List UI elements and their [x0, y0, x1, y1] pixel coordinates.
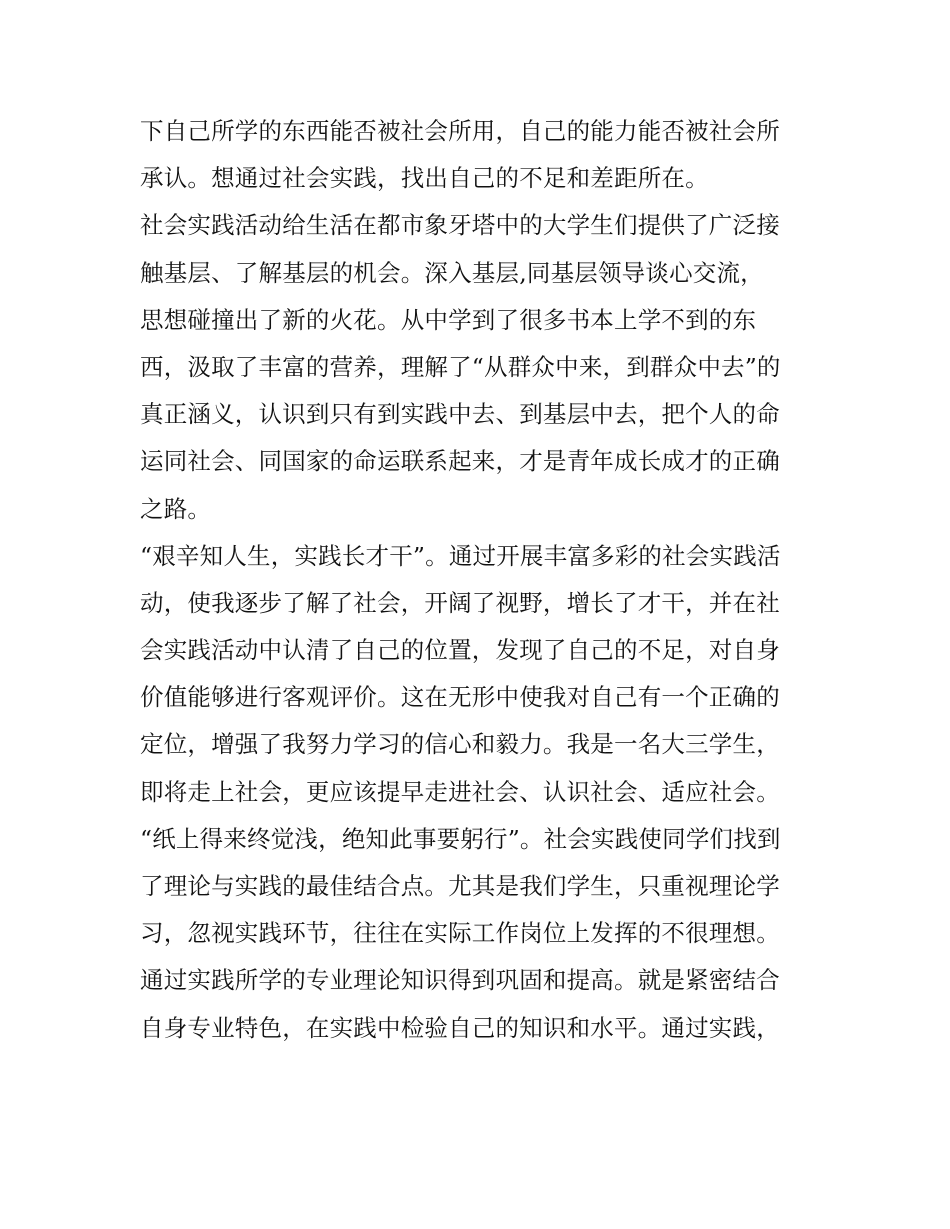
text-line: 思想碰撞出了新的火花。从中学到了很多书本上学不到的东	[140, 305, 757, 334]
text-line: 通过实践所学的专业理论知识得到巩固和提高。就是紧密结合	[140, 966, 780, 995]
text-line: 自身专业特色，在实践中检验自己的知识和水平。通过实践，	[140, 1013, 780, 1042]
text-line: 触基层、了解基层的机会。深入基层,同基层领导谈心交流，	[140, 258, 764, 287]
text-line: 价值能够进行客观评价。这在无形中使我对自己有一个正确的	[140, 683, 780, 712]
text-line: 会实践活动中认清了自己的位置，发现了自己的不足，对自身	[140, 636, 780, 665]
text-line: 社会实践活动给生活在都市象牙塔中的大学生们提供了广泛接	[140, 211, 780, 240]
text-line: 下自己所学的东西能否被社会所用，自己的能力能否被社会所	[140, 117, 780, 145]
text-line: 定位，增强了我努力学习的信心和毅力。我是一名大三学生，	[140, 730, 780, 759]
text-line: “艰辛知人生，实践长才干”。通过开展丰富多彩的社会实践活	[140, 541, 781, 570]
text-line: 即将走上社会，更应该提早走进社会、认识社会、适应社会。	[140, 777, 780, 806]
text-line: 运同社会、同国家的命运联系起来，才是青年成长成才的正确	[140, 447, 780, 476]
text-line: 动，使我逐步了解了社会，开阔了视野，增长了才干，并在社	[140, 588, 780, 617]
text-line: 真正涵义，认识到只有到实践中去、到基层中去，把个人的命	[140, 400, 780, 429]
text-line: 了理论与实践的最佳结合点。尤其是我们学生，只重视理论学	[140, 872, 780, 900]
text-line: 习，忽视实践环节，往往在实际工作岗位上发挥的不很理想。	[140, 919, 780, 948]
text-line: 之路。	[140, 494, 212, 523]
document-body	[140, 108, 820, 1052]
text-line: 承认。想通过社会实践，找出自己的不足和差距所在。	[140, 164, 709, 193]
text-line: 西，汲取了丰富的营养，理解了“从群众中来，到群众中去”的	[140, 352, 781, 381]
text-line: “纸上得来终觉浅，绝知此事要躬行”。社会实践使同学们找到	[140, 824, 781, 853]
